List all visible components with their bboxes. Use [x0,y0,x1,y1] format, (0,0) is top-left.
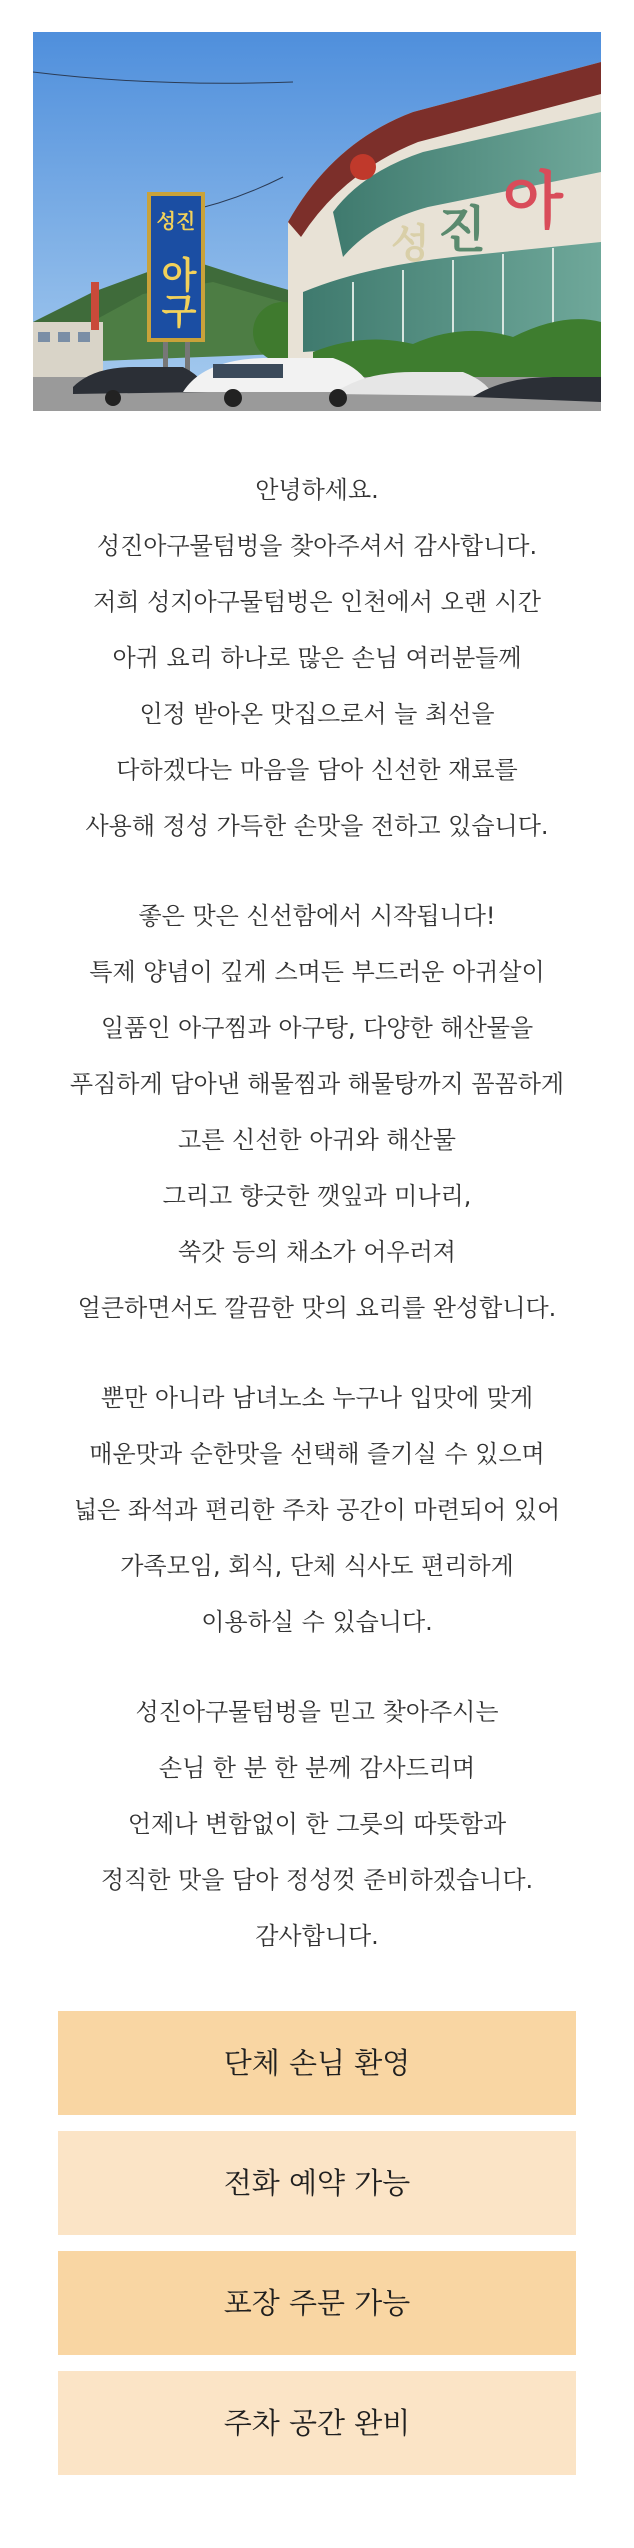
intro-line: 언제나 변함없이 한 그릇의 따뜻함과 [127,1810,507,1838]
intro-paragraph-menu [0,888,634,1336]
intro-line: 성진아구물텀벙을 믿고 찾아주시는 [135,1698,499,1726]
intro-line: 가족모임, 회식, 단체 식사도 편리하게 [120,1552,514,1580]
feature-parking: 주차 공간 완비 [58,2371,576,2475]
intro-line: 푸짐하게 담아낸 해물찜과 해물탕까지 꼼꼼하게 [69,1070,565,1098]
feature-takeout: 포장 주문 가능 [58,2251,576,2355]
restaurant-exterior-illustration [33,32,601,411]
intro-line: 그리고 향긋한 깻잎과 미나리, [162,1182,472,1210]
building-sign-char-3: 아 [503,164,563,237]
intro-line: 감사합니다. [255,1922,379,1950]
intro-line: 저희 성지아구물텀벙은 인천에서 오랜 시간 [93,588,541,616]
intro-line: 안녕하세요. [255,476,379,504]
pole-sign-small-text: 성진 [156,209,196,233]
intro-paragraph-facilities [0,1370,634,1650]
pole-sign-large-text: 아구 [155,256,197,328]
intro-text [0,462,634,1998]
intro-line: 사용해 정성 가득한 손맛을 전하고 있습니다. [85,812,549,840]
intro-line: 손님 한 분 한 분께 감사드리며 [158,1754,476,1782]
intro-paragraph-closing [0,1684,634,1964]
intro-line: 고른 신선한 아귀와 해산물 [178,1126,456,1154]
intro-line: 아귀 요리 하나로 많은 손님 여러분들께 [112,644,522,672]
intro-line: 일품인 아구찜과 아구탕, 다양한 해산물을 [100,1014,534,1042]
intro-line: 뿐만 아니라 남녀노소 누구나 입맛에 맞게 [100,1384,534,1412]
intro-line: 정직한 맛을 담아 정성껏 준비하겠습니다. [100,1866,534,1894]
feature-group-welcome: 단체 손님 환영 [58,2011,576,2115]
intro-line: 인정 받아온 맛집으로서 늘 최선을 [139,700,495,728]
small-building [33,322,103,382]
intro-line: 특제 양념이 깊게 스며든 부드러운 아귀살이 [89,958,545,986]
restaurant-exterior-photo [33,32,601,411]
intro-line: 성진아구물텀벙을 찾아주셔서 감사합니다. [96,532,538,560]
feature-list [58,2011,576,2491]
intro-line: 좋은 맛은 신선함에서 시작됩니다! [138,902,496,930]
intro-line: 다하겠다는 마음을 담아 신선한 재료를 [116,756,518,784]
intro-line: 넓은 좌석과 편리한 주차 공간이 마련되어 있어 [73,1496,561,1524]
intro-line: 쑥갓 등의 채소가 어우러져 [178,1238,456,1266]
feature-phone-reservation: 전화 예약 가능 [58,2131,576,2235]
building-sign-char-1: 성 [391,221,430,267]
intro-paragraph-greeting [0,462,634,854]
intro-line: 매운맛과 순한맛을 선택해 즐기실 수 있으며 [89,1440,545,1468]
building-sign-char-2: 진 [438,201,487,259]
intro-line: 얼큰하면서도 깔끔한 맛의 요리를 완성합니다. [77,1294,557,1322]
intro-line: 이용하실 수 있습니다. [201,1608,433,1636]
